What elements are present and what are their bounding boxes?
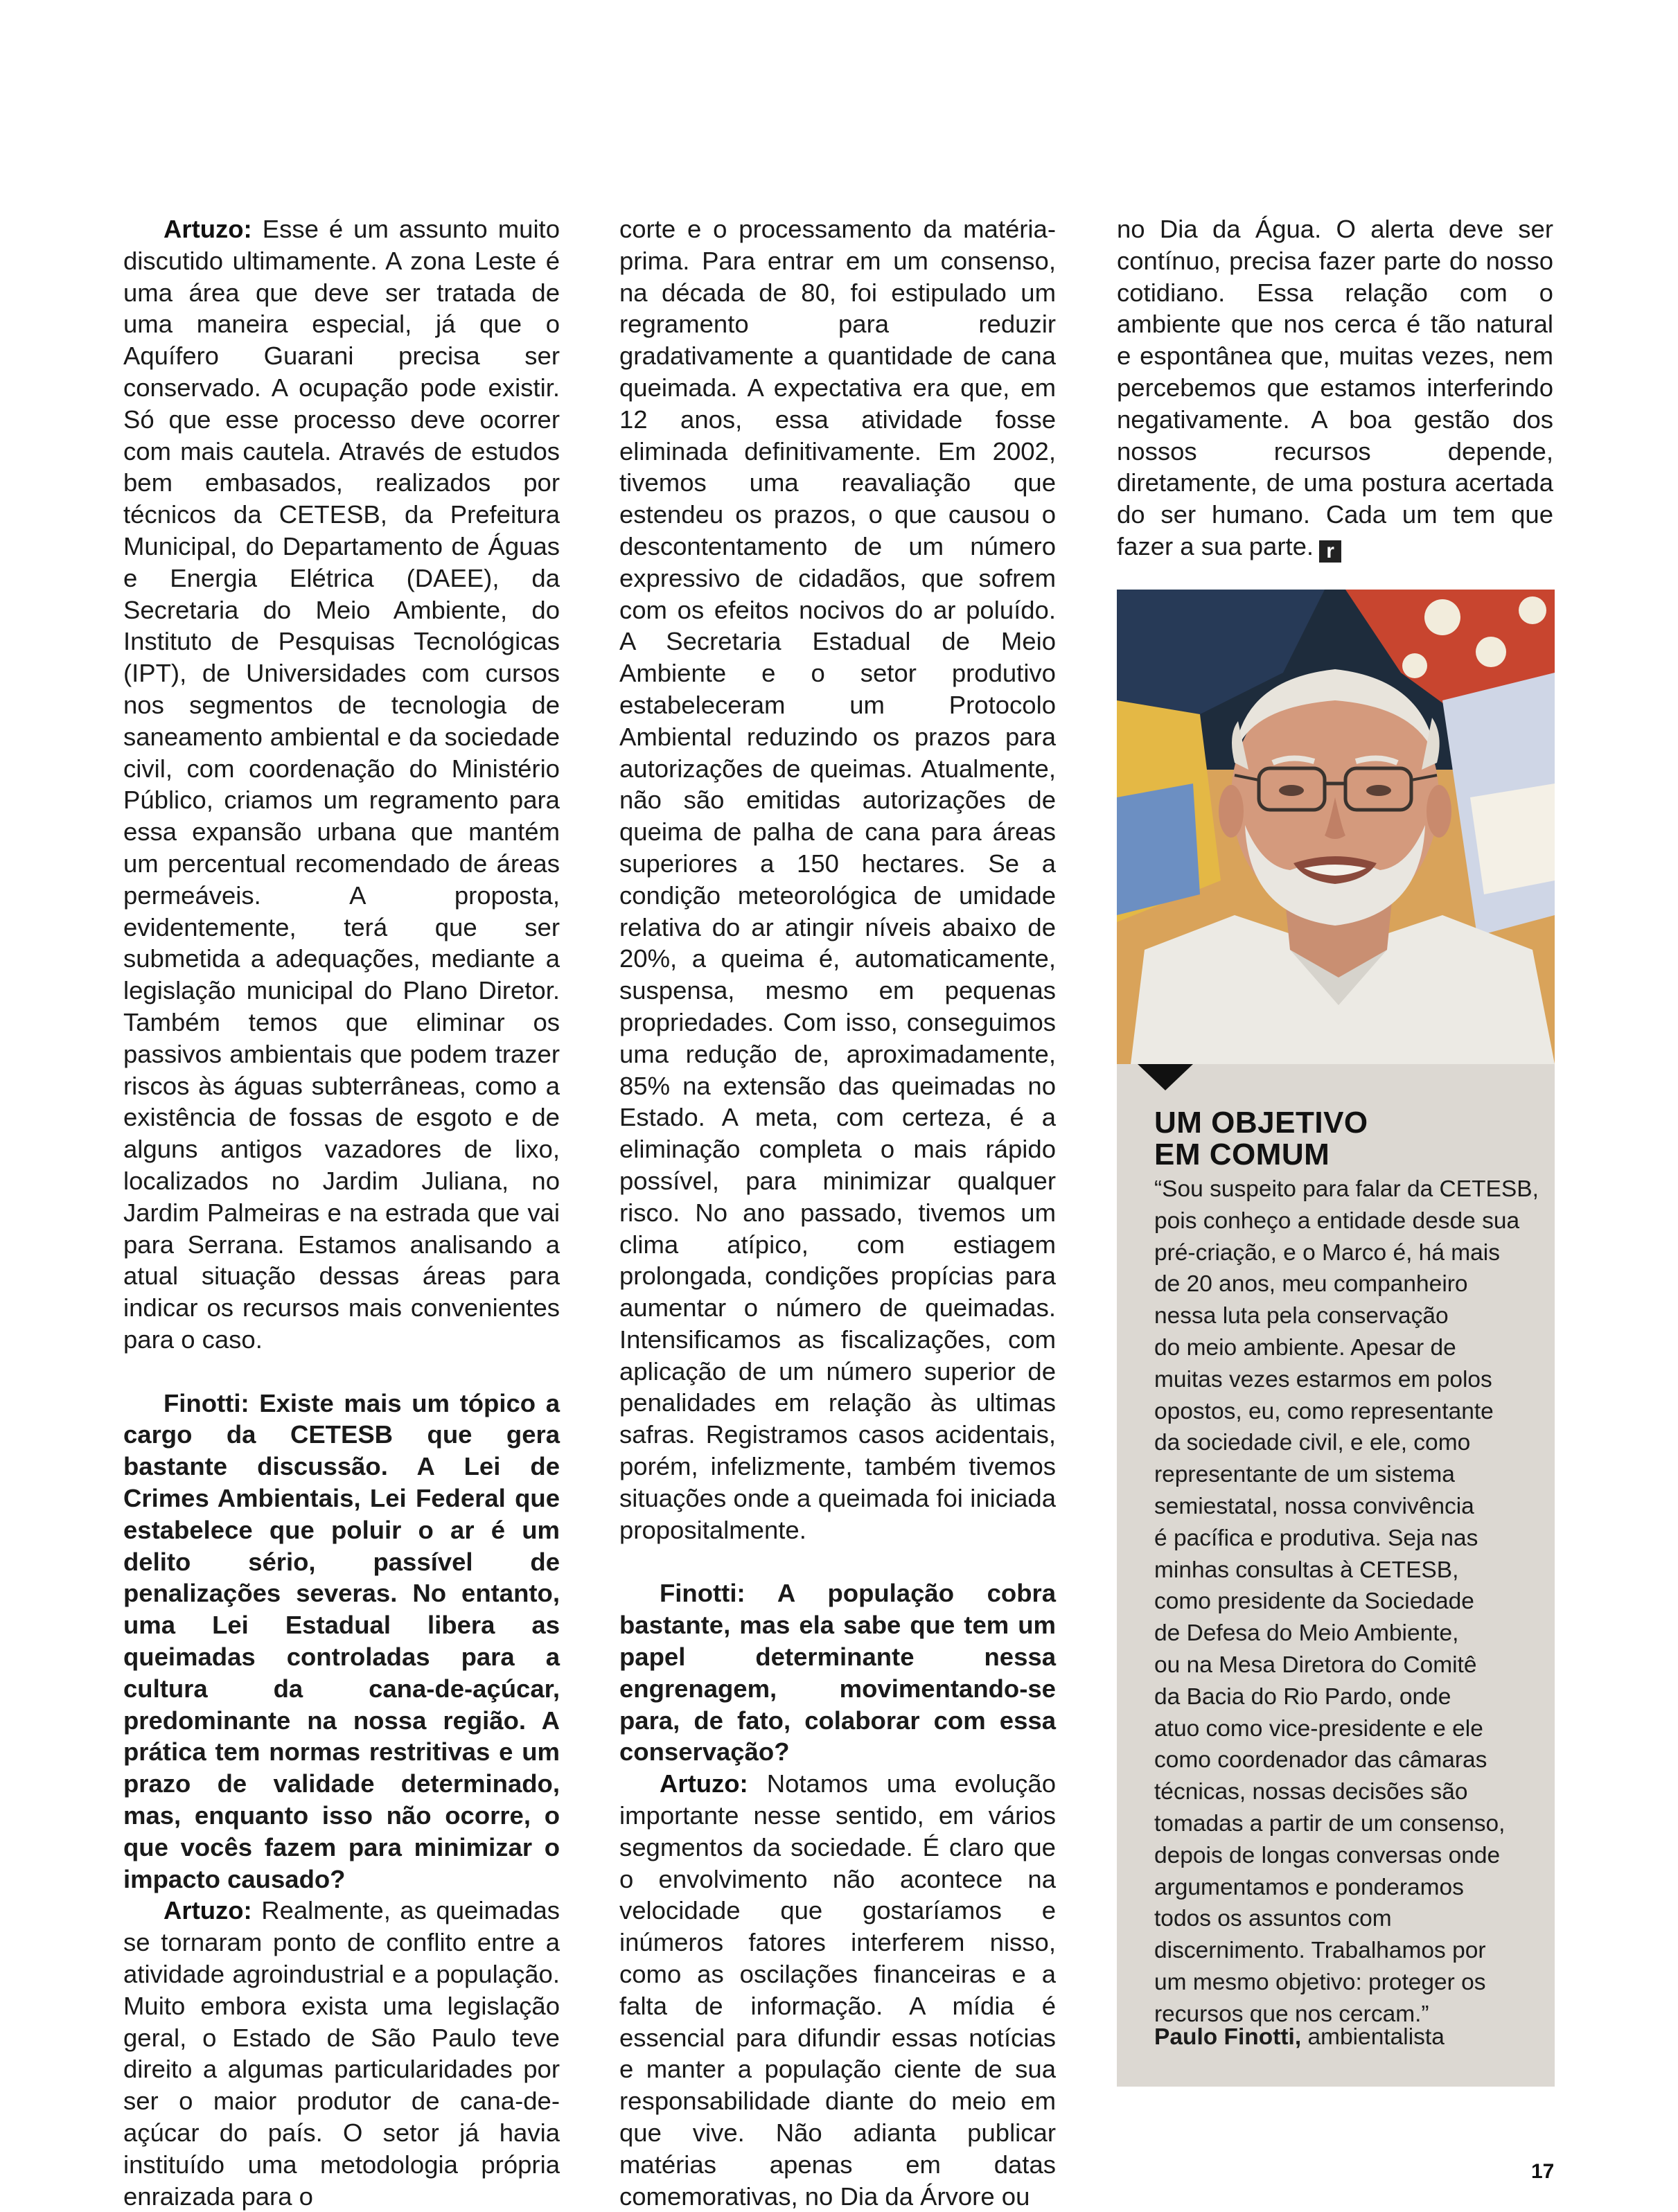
quote-line: pois conheço a entidade desde sua: [1154, 1207, 1520, 1234]
quote-line: semiestatal, nossa convivência: [1154, 1493, 1474, 1519]
quote-line: é pacífica e produtiva. Seja nas: [1154, 1525, 1478, 1551]
quote-line: opostos, eu, como representante: [1154, 1398, 1494, 1424]
paragraph-text: Realmente, as queimadas se tornaram ponto de conflito entre a atividade agroindustrial e a população. Muito embora exista uma legislação geral, o Estado de São Paulo teve direito a algumas particularidades por ser o maior produtor de cana-de-açúcar do país. O setor já havia instituído uma metodologia própria enraizada para o: [123, 1896, 560, 2211]
article-column-1: [123, 213, 560, 2212]
page-number: 17: [1531, 2160, 1555, 2183]
sidebar-title-line: EM COMUM: [1154, 1138, 1330, 1171]
answer-paragraph: [123, 213, 560, 1356]
quote-line: depois de longas conversas onde: [1154, 1842, 1501, 1868]
paragraph-text: Notamos uma evolução importante nesse sentido, em vários segmentos da sociedade. É claro que o envolvimento não acontece na velocidade que gostaríamos e inúmeros fatores interferem nisso, como as oscilações financeiras e a falta de informação. A mídia é essencial para difundir essas notícias e manter a população ciente de sua responsabilidade diante do meio em que vive. Não adianta publicar matérias apenas em datas comemorativas, no Dia da Árvore ou: [619, 1769, 1056, 2211]
quote-line: minhas consultas à CETESB,: [1154, 1557, 1459, 1583]
portrait-illustration: [1117, 590, 1555, 1064]
paragraph-text: Esse é um assunto muito discutido ultimamente. A zona Leste é uma área que deve ser tratada de uma maneira especial, já que o Aquífero Guarani precisa ser conservado. A ocupação pode existir. Só que esse processo deve ocorrer com mais cautela. Através de estudos bem embasados, realizados por técnicos da CETESB, da Prefeitura Municipal, do Departamento de Águas e Energia Elétrica (DAEE), da Secretaria do Meio Ambiente, do Instituto de Pesquisas Tecnológicas (IPT), de Universidades com cursos nos segmentos de tecnologia de saneamento ambiental e da sociedade civil, com coordenação do Ministério Público, criamos um regramento para essa expansão urbana que mantém um percentual recomendado de áreas permeáveis. A proposta, evidentemente, terá que ser submetida a adequações, mediante a legislação municipal do Plano Diretor. Também temos que eliminar os passivos ambientais que podem trazer riscos às águas subterrâneas, como a existência de fossas de esgoto e de alguns antigos vazadores de lixo, localizados no Jardim Juliana, no Jardim Palmeiras e na estrada que vai para Serrana. Estamos analisando a atual situação dessas áreas para indicar os recursos mais convenientes para o caso.: [123, 215, 560, 1354]
paragraph-text: corte e o processamento da matéria-prima. Para entrar em um consenso, na década de 80, foi estipulado um regramento para reduzir gradativamente a quantidade de cana queimada. A expectativa era que, em 12 anos, essa atividade fosse eliminada definitivamente. Em 2002, tivemos uma reavaliação que estendeu os prazos, o que causou o descontentamento de um número expressivo de cidadãos, que sofrem com os efeitos nocivos do ar poluído. A Secretaria Estadual de Meio Ambiente e o setor produtivo estabeleceram um Protocolo Ambiental reduzindo os prazos para autorizações de queimas. Atualmente, não são emitidas autorizações de queima de palha de cana para áreas superiores a 150 hectares. Se a condição meteorológica de umidade relativa do ar atingir níveis abaixo de 20%, a queima é, automaticamente, suspensa, mesmo em pequenas propriedades. Com isso, conseguimos uma redução de, aproximadamente, 85% na extensão das queimadas no Estado. A meta, com certeza, é a eliminação completa o mais rápido possível, para minimizar qualquer risco. No ano passado, tivemos um clima atípico, com estiagem prolongada, condições propícias para aumentar o número de queimadas. Intensificamos as fiscalizações, com aplicação de um número superior de penalidades em relação às ultimas safras. Registramos casos acidentais, porém, infelizmente, também tivemos situações onde a queimada foi iniciada propositalmente.: [619, 215, 1056, 1544]
sidebar-title: [1154, 1107, 1542, 1171]
quote-line: tomadas a partir de um consenso,: [1154, 1810, 1505, 1837]
signature-role: ambientalista: [1301, 2024, 1445, 2050]
quote-line: “Sou suspeito para falar da CETESB,: [1154, 1176, 1539, 1202]
portrait-photo: [1117, 590, 1555, 1064]
quote-line: pré-criação, e o Marco é, há mais: [1154, 1239, 1500, 1266]
quote-line: de Defesa do Meio Ambiente,: [1154, 1620, 1459, 1647]
quote-line: um mesmo objetivo: proteger os: [1154, 1969, 1486, 1995]
quote-line: ou na Mesa Diretora do Comitê: [1154, 1652, 1477, 1678]
quote-line: discernimento. Trabalhamos por: [1154, 1938, 1486, 1964]
signature-name: Paulo Finotti,: [1154, 2024, 1302, 2050]
quote-line: recursos que nos cercam.”: [1154, 2001, 1429, 2027]
article-column-3: [1117, 213, 1553, 563]
quote-line: atuo como vice-presidente e ele: [1154, 1715, 1483, 1742]
sidebar-quote: [1154, 1174, 1542, 2030]
quote-line: de 20 anos, meu companheiro: [1154, 1271, 1468, 1298]
paragraph-text: no Dia da Água. O alerta deve ser contínuo, precisa fazer parte do nosso cotidiano. Essa relação com o ambiente que nos cerca é tão natural e espontânea que, muitas vezes, nem percebemos que estamos interferindo negativamente. A boa gestão dos nossos recursos depende, diretamente, de uma postura acertada do ser humano. Cada um tem que fazer a sua parte.: [1117, 215, 1553, 560]
sidebar-title-line: UM OBJETIVO: [1154, 1106, 1368, 1140]
quote-line: argumentamos e ponderamos: [1154, 1874, 1464, 1900]
quote-line: representante de um sistema: [1154, 1462, 1455, 1488]
end-of-article-icon: r: [1319, 540, 1341, 563]
answer-paragraph: [619, 1768, 1056, 2212]
closing-paragraph: [1117, 213, 1553, 563]
answer-paragraph: [123, 1895, 560, 2212]
triangle-pointer-icon: [1138, 1064, 1193, 1090]
quote-line: como presidente da Sociedade: [1154, 1589, 1474, 1615]
sidebar-signature: [1154, 2021, 1445, 2053]
quote-line: todos os assuntos com: [1154, 1906, 1392, 1932]
article-column-2: [619, 213, 1056, 2212]
quote-line: do meio ambiente. Apesar de: [1154, 1334, 1456, 1361]
question-paragraph: Finotti: Existe mais um tópico a cargo da CETESB que gera bastante discussão. A Lei de Crimes Ambientais, Lei Federal que estabelece que poluir o ar é um delito sério, passível de penalizações severas. No entanto, uma Lei Estadual libera as queimadas controladas para a cultura da cana-de-açúcar, predominante na nossa região. A prática tem normas restritivas e um prazo de validade determinado, mas, enquanto isso não ocorre, o que vocês fazem para minimizar o impacto causado?: [123, 1388, 560, 1893]
sidebar-box: [1117, 1064, 1555, 2087]
question-paragraph: Finotti: A população cobra bastante, mas ela sabe que tem um papel determinante nessa engrenagem, movimentando-se para, de fato, colaborar com essa conservação?: [619, 1579, 1056, 1767]
quote-line: da sociedade civil, e ele, como: [1154, 1430, 1471, 1456]
speaker-label: Artuzo:: [660, 1769, 748, 1798]
quote-line: muitas vezes estarmos em polos: [1154, 1366, 1492, 1392]
quote-line: técnicas, nossas decisões são: [1154, 1779, 1468, 1805]
quote-line: como coordenador das câmaras: [1154, 1747, 1487, 1773]
quote-line: nessa luta pela conservação: [1154, 1303, 1449, 1329]
speaker-label: Artuzo:: [164, 215, 252, 243]
quote-line: da Bacia do Rio Pardo, onde: [1154, 1683, 1451, 1710]
speaker-label: Artuzo:: [164, 1896, 252, 1925]
